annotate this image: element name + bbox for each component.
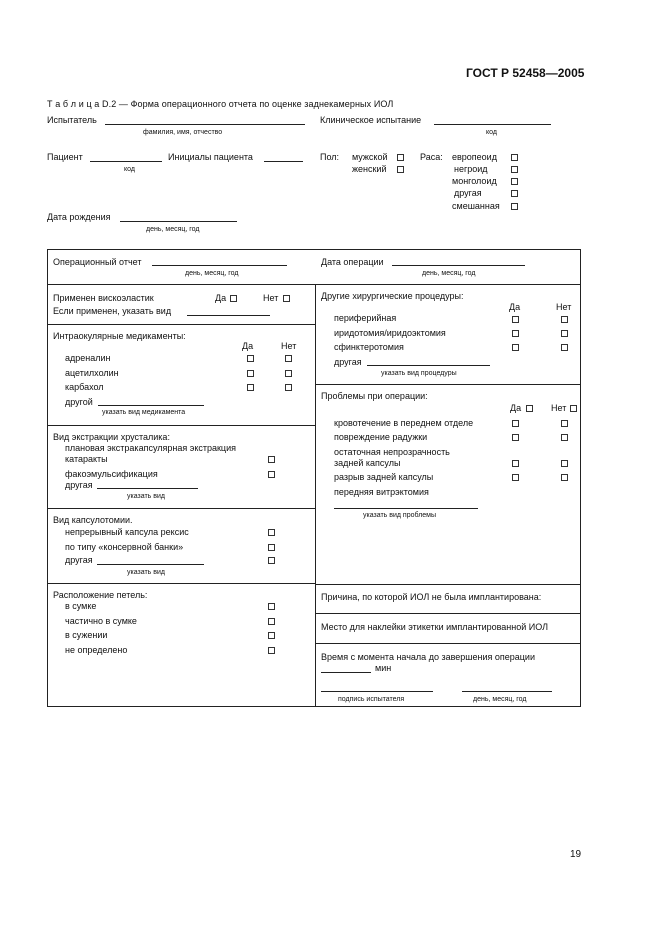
capsulotomy-item: по типу «консервной банки» <box>65 542 184 552</box>
capsulotomy-hint: указать вид <box>127 569 165 576</box>
problems-title: Проблемы при операции: <box>321 391 428 401</box>
extraction-title: Вид экстракции хрусталика: <box>53 432 170 442</box>
race-checkbox[interactable] <box>511 190 518 197</box>
duration-unit: мин <box>375 663 392 673</box>
med-yes-checkbox[interactable] <box>247 370 254 377</box>
med-no-checkbox[interactable] <box>285 370 292 377</box>
extraction-phaco-checkbox[interactable] <box>268 471 275 478</box>
divider <box>47 324 315 325</box>
visco-label: Применен вискоэластик <box>53 293 154 303</box>
capsulotomy-other-label: другая <box>65 555 93 565</box>
patient-label: Пациент <box>47 152 83 162</box>
visco-no-label: Нет <box>263 293 279 303</box>
problems-yes-header: Да <box>510 403 522 413</box>
patient-input[interactable] <box>90 161 162 162</box>
dob-input[interactable] <box>120 221 237 222</box>
trial-input[interactable] <box>434 124 551 125</box>
procedures-yes-header: Да <box>509 302 521 312</box>
divider <box>47 508 315 509</box>
problem-opacity-line1: остаточная непрозрачность <box>334 447 450 457</box>
problem-yes-checkbox[interactable] <box>512 460 519 467</box>
op-date-input[interactable] <box>392 265 525 266</box>
procedure-no-checkbox[interactable] <box>561 330 568 337</box>
visco-yes-label: Да <box>215 293 227 303</box>
op-date-hint: день, месяц, год <box>422 270 476 277</box>
capsulotomy-checkbox[interactable] <box>268 529 275 536</box>
problems-yes-header-box <box>526 405 533 412</box>
med-hint: указать вид медикамента <box>102 409 186 416</box>
race-option: монголоид <box>452 176 497 186</box>
med-yes-checkbox[interactable] <box>247 384 254 391</box>
visco-kind-label: Если применен, указать вид <box>53 306 172 316</box>
visco-no-checkbox[interactable] <box>283 295 290 302</box>
trial-label: Клиническое испытание <box>320 115 422 125</box>
loops-item: в сумке <box>65 601 97 611</box>
divider <box>315 384 581 385</box>
procedure-item: иридотомия/иридоэктомия <box>334 328 446 338</box>
problem-hint: указать вид проблемы <box>363 512 437 519</box>
signature-hint: подпись испытателя <box>338 696 405 703</box>
procedure-hint: указать вид процедуры <box>381 370 457 377</box>
divider <box>315 584 581 585</box>
problem-other-input[interactable] <box>334 508 478 509</box>
problem-rupture: разрыв задней капсулы <box>334 472 434 482</box>
dob-label: Дата рождения <box>47 212 111 222</box>
procedure-yes-checkbox[interactable] <box>512 316 519 323</box>
med-item: ацетилхолин <box>65 368 119 378</box>
standard-number: ГОСТ Р 52458—2005 <box>466 66 585 80</box>
other-procedures-title: Другие хирургические процедуры: <box>321 291 464 301</box>
loops-checkbox[interactable] <box>268 603 275 610</box>
visco-kind-input[interactable] <box>187 315 270 316</box>
signature-input[interactable] <box>321 691 433 692</box>
problem-item: кровотечение в переднем отделе <box>334 418 474 428</box>
race-checkbox[interactable] <box>511 154 518 161</box>
med-item: адреналин <box>65 353 111 363</box>
race-checkbox[interactable] <box>511 178 518 185</box>
table-title: Т а б л и ц а D.2 — Форма операционного отчета по оценке заднекамерных ИОЛ <box>47 99 394 109</box>
op-report-hint: день, месяц, год <box>185 270 239 277</box>
extraction-phaco: факоэмульсификация <box>65 469 158 479</box>
sex-female-checkbox[interactable] <box>397 166 404 173</box>
sex-label: Пол: <box>320 152 340 162</box>
sign-date-input[interactable] <box>462 691 552 692</box>
not-implanted-label: Причина, по которой ИОЛ не была имплантирована: <box>321 592 542 602</box>
extraction-planned: плановая экстракапсулярная экстракция <box>65 443 236 453</box>
problem-no-checkbox[interactable] <box>561 434 568 441</box>
sex-female-label: женский <box>352 164 387 174</box>
loops-item: частично в сумке <box>65 616 137 626</box>
med-other-label: другой <box>65 397 93 407</box>
loops-item: не определено <box>65 645 128 655</box>
race-option: негроид <box>454 164 488 174</box>
op-date-label: Дата операции <box>321 257 384 267</box>
problem-opacity-line2: задней капсулы <box>334 458 401 468</box>
visco-yes-checkbox[interactable] <box>230 295 237 302</box>
loops-checkbox[interactable] <box>268 632 275 639</box>
extraction-hint: указать вид <box>127 493 165 500</box>
capsulotomy-other-input[interactable] <box>97 564 204 565</box>
divider <box>315 613 581 614</box>
sticker-label: Место для наклейки этикетки имплантированной ИОЛ <box>321 622 549 632</box>
procedure-yes-checkbox[interactable] <box>512 330 519 337</box>
procedures-no-header: Нет <box>556 302 572 312</box>
problem-no-checkbox[interactable] <box>561 420 568 427</box>
race-checkbox[interactable] <box>511 166 518 173</box>
sex-male-checkbox[interactable] <box>397 154 404 161</box>
divider <box>47 583 315 584</box>
procedure-no-checkbox[interactable] <box>561 316 568 323</box>
race-option: смешанная <box>452 201 500 211</box>
tester-hint: фамилия, имя, отчество <box>143 129 223 136</box>
divider <box>315 643 581 644</box>
med-other-input[interactable] <box>98 405 204 406</box>
problems-no-header: Нет <box>551 403 567 413</box>
extraction-other-label: другая <box>65 480 93 490</box>
procedure-other-label: другая <box>334 357 362 367</box>
initials-label: Инициалы пациента <box>168 152 253 162</box>
race-label: Раса: <box>420 152 443 162</box>
race-option: другая <box>454 188 482 198</box>
problem-vitrectomy: передняя витрэктомия <box>334 487 429 497</box>
capsulotomy-checkbox[interactable] <box>268 544 275 551</box>
page-number: 19 <box>570 849 582 860</box>
capsulotomy-other-checkbox[interactable] <box>268 557 275 564</box>
sign-date-hint: день, месяц, год <box>473 696 527 703</box>
initials-input[interactable] <box>264 161 303 162</box>
problem-no-checkbox[interactable] <box>561 474 568 481</box>
op-report-input[interactable] <box>152 265 287 266</box>
divider <box>47 425 315 426</box>
op-report-label: Операционный отчет <box>53 257 142 267</box>
problem-no-checkbox[interactable] <box>561 460 568 467</box>
procedure-item: сфинктеротомия <box>334 342 404 352</box>
meds-no-header: Нет <box>281 341 297 351</box>
patient-hint: код <box>124 166 135 173</box>
race-option: европеоид <box>452 152 497 162</box>
capsulotomy-title: Вид капсулотомии. <box>53 515 133 525</box>
trial-hint: код <box>486 129 497 136</box>
extraction-other-input[interactable] <box>97 488 198 489</box>
med-yes-checkbox[interactable] <box>247 355 254 362</box>
meds-title: Интраокулярные медикаменты: <box>53 331 186 341</box>
procedure-item: периферийная <box>334 313 397 323</box>
race-checkbox[interactable] <box>511 203 518 210</box>
loops-checkbox[interactable] <box>268 618 275 625</box>
tester-input[interactable] <box>105 124 305 125</box>
loops-checkbox[interactable] <box>268 647 275 654</box>
meds-yes-header: Да <box>242 341 254 351</box>
duration-input[interactable] <box>321 672 371 673</box>
loops-title: Расположение петель: <box>53 590 148 600</box>
problem-yes-checkbox[interactable] <box>512 434 519 441</box>
procedure-other-input[interactable] <box>367 365 490 366</box>
procedure-no-checkbox[interactable] <box>561 344 568 351</box>
capsulotomy-item: непрерывный капсула рексис <box>65 527 189 537</box>
loops-item: в сужении <box>65 630 108 640</box>
duration-label: Время с момента начала до завершения операции <box>321 652 535 662</box>
extraction-planned-checkbox[interactable] <box>268 456 275 463</box>
problems-no-header-box <box>570 405 577 412</box>
procedure-yes-checkbox[interactable] <box>512 344 519 351</box>
tester-label: Испытатель <box>47 115 97 125</box>
problem-yes-checkbox[interactable] <box>512 474 519 481</box>
sex-male-label: мужской <box>352 152 388 162</box>
extraction-cataract: катаракты <box>65 454 108 464</box>
med-no-checkbox[interactable] <box>285 384 292 391</box>
med-no-checkbox[interactable] <box>285 355 292 362</box>
problem-item: повреждение радужки <box>334 432 428 442</box>
divider <box>47 284 581 285</box>
med-item: карбахол <box>65 382 104 392</box>
problem-yes-checkbox[interactable] <box>512 420 519 427</box>
dob-hint: день, месяц, год <box>146 226 200 233</box>
